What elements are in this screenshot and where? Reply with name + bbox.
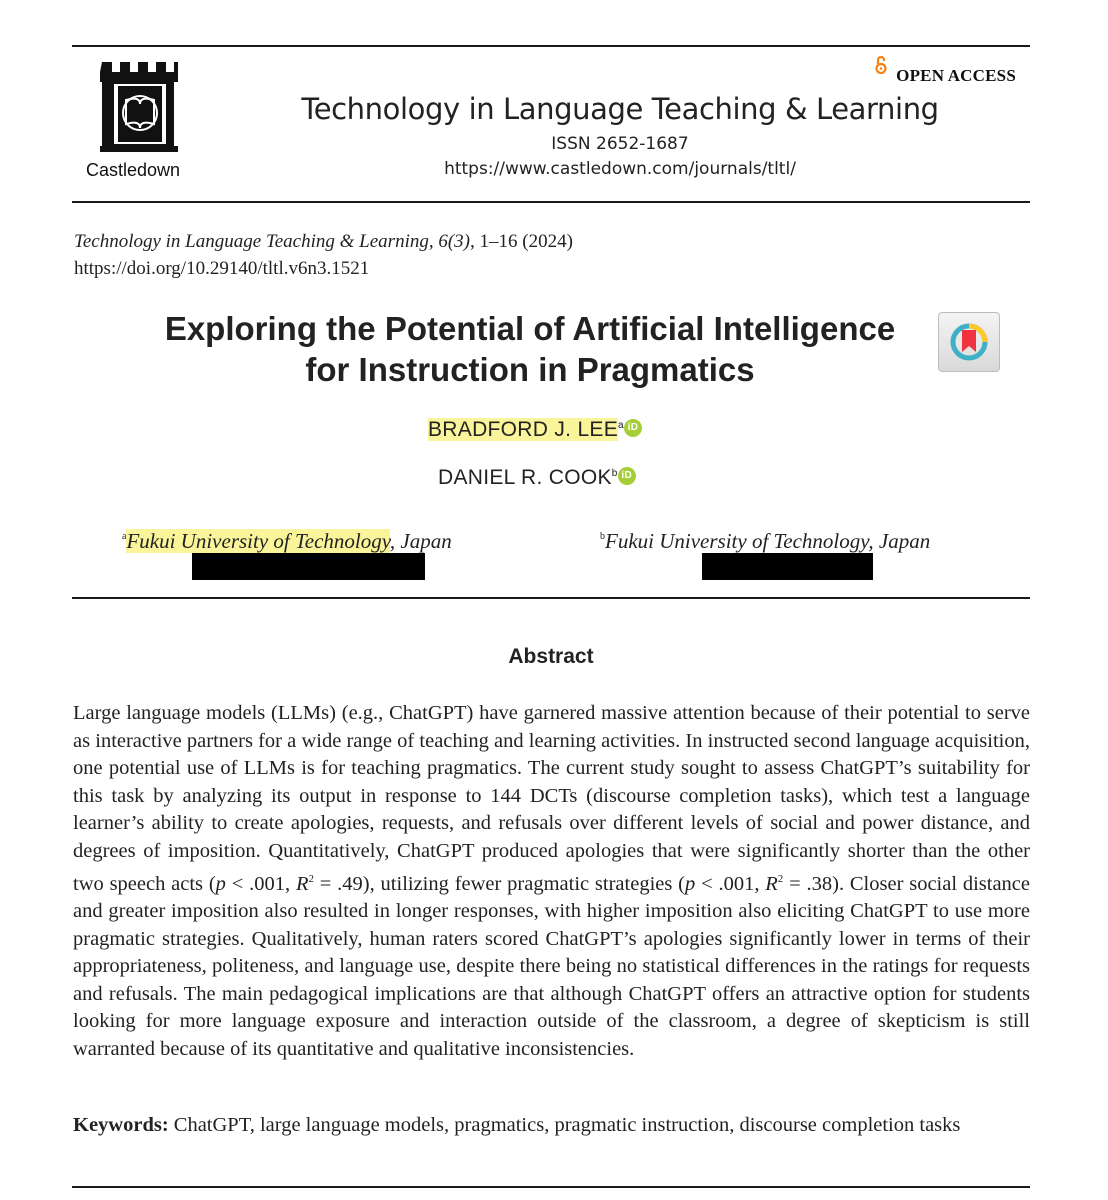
author-1-sup: a xyxy=(618,420,624,431)
orcid-icon[interactable]: iD xyxy=(624,419,642,437)
affiliations-rule xyxy=(72,597,1030,599)
doi-link[interactable]: https://doi.org/10.29140/tltl.v6n3.1521 xyxy=(74,258,370,279)
abstract-p-1: p xyxy=(215,872,226,895)
abstract-sq-2: 2 xyxy=(777,872,784,885)
author-2-sup: b xyxy=(611,468,618,479)
affiliation-a-institution: Fukui University of Technology xyxy=(126,529,390,553)
open-access-lock-icon xyxy=(874,55,888,75)
article-title-line-1: Exploring the Potential of Artificial Intelligence xyxy=(164,310,896,347)
citation-line xyxy=(74,231,573,253)
open-access-label: OPEN ACCESS xyxy=(896,66,1016,85)
abstract-part-1: Large language models (LLMs) (e.g., ChatGPT) have garnered massive attention because of their potential to serve as interactive partners for a wide range of teaching and learning activities. In instructed second language acquisition, one potential use of LLMs is for teaching pragmatics. The current study sought to assess ChatGPT’s suitability for this task by analyzing its output in response to 144 DCTs (discourse completion tasks), which test a language learner’s ability to create apologies, requests, and refusals over different levels of social and power distance, and degrees of imposition. Quantitatively, ChatGPT produced apologies that were significantly shorter than the other two speech acts ( xyxy=(73,702,1030,895)
crossmark-icon[interactable] xyxy=(938,312,1000,372)
redacted-email-a xyxy=(192,553,425,580)
abstract-part-4: < .001, xyxy=(695,872,766,895)
abstract-r-1: R xyxy=(295,872,309,895)
publisher-name: Castledown xyxy=(86,160,181,180)
orcid-icon[interactable]: iD xyxy=(618,467,636,485)
author-2-name: DANIEL R. COOK xyxy=(438,466,612,489)
affiliation-b xyxy=(600,529,930,554)
abstract-heading: Abstract xyxy=(508,645,594,668)
abstract-sq-1: 2 xyxy=(308,872,314,885)
affiliation-a xyxy=(122,529,452,554)
abstract-p-2: p xyxy=(685,872,696,895)
footer-rule xyxy=(72,1186,1030,1188)
author-1-name: BRADFORD J. LEE xyxy=(428,418,619,441)
abstract-part-5: = .38). Closer social distance and greater imposition also resulted in longer responses, with higher imposition also eliciting ChatGPT to use more pragmatic strategies. Qualitatively, human raters scored ChatGPT’s apologies significantly lower in terms of their appropriateness, politeness, and language use, despite there being no statistical differences in the ratings for requests and refusals. The main pedagogical implications are that although ChatGPT offers an attractive option for students looking for more language exposure and interaction outside of the classroom, a degree of skepticism is still warranted because of its quantitative and qualitative inconsistencies. xyxy=(73,872,1031,1060)
keywords-label: Keywords: xyxy=(73,1114,169,1136)
header-bottom-rule xyxy=(72,201,1030,203)
affiliation-b-text: Fukui University of Technology, Japan xyxy=(605,529,931,553)
journal-title: Technology in Language Teaching & Learning xyxy=(301,92,939,126)
header-top-rule xyxy=(72,45,1030,47)
author-1 xyxy=(428,418,642,442)
journal-url[interactable]: https://www.castledown.com/journals/tltl/ xyxy=(444,159,796,179)
redacted-email-b xyxy=(702,553,873,580)
affiliation-b-sup: b xyxy=(600,531,605,542)
affiliation-a-country: , Japan xyxy=(389,529,452,553)
citation-journal: Technology in Language Teaching & Learning, 6(3), xyxy=(74,231,475,252)
keywords xyxy=(73,1111,1030,1139)
affiliation-a-sup: a xyxy=(122,531,127,542)
journal-issn: ISSN 2652-1687 xyxy=(551,134,689,154)
abstract-part-2: < .001, xyxy=(225,872,296,895)
article-title-line-2: for Instruction in Pragmatics xyxy=(305,351,755,388)
author-2 xyxy=(438,466,636,490)
abstract-text xyxy=(73,700,1030,1064)
article-title xyxy=(100,308,960,390)
abstract-r-2: R xyxy=(765,872,778,895)
abstract-part-3: = .49), utilizing fewer pragmatic strategies ( xyxy=(313,872,685,895)
citation-pages-year: 1–16 (2024) xyxy=(474,231,573,252)
keywords-text: ChatGPT, large language models, pragmatics, pragmatic instruction, discourse completion tasks xyxy=(168,1114,961,1136)
